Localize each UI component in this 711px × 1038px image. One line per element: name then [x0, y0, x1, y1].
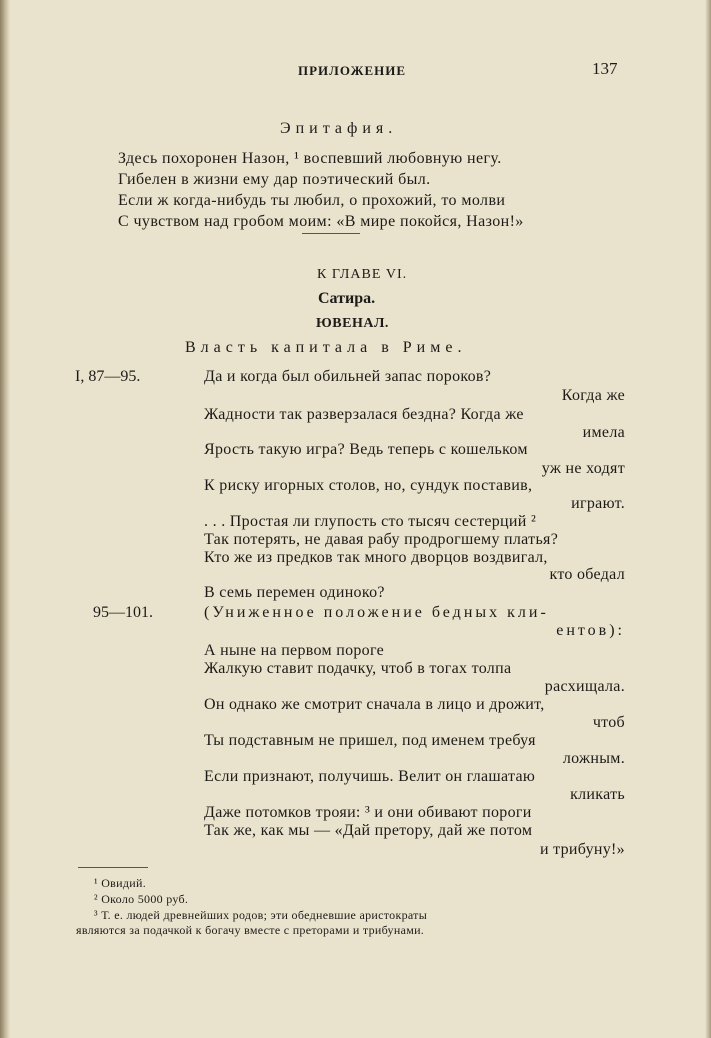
verse-line: Даже потомков трояи: ³ и они обивают пороги [204, 804, 532, 821]
verse-line: В семь перемен одиноко? [204, 584, 385, 601]
footnote-rule [78, 867, 148, 868]
verse-line: Кто же из предков так много дворцов воздвигал, [204, 549, 548, 566]
verse-line: (Униженное положение бедных кли- [204, 604, 549, 621]
footnote: ¹ Овидий. [94, 876, 147, 890]
verse-line: Он однако же смотрит сначала в лицо и дрожит, [204, 696, 545, 713]
verse-line: Так потерять, не давая рабу продрогшему платья? [204, 531, 559, 548]
passage-subtitle: Власть капитала в Риме. [185, 339, 467, 356]
verse-line: ентов): [556, 622, 625, 639]
verse-line: Если признают, получишь. Велит он глашатаю [204, 768, 536, 785]
verse-line: Ярость такую игра? Ведь теперь с кошельком [204, 441, 528, 458]
epitaph-line: С чувством над гробом моим: «В мире покойся, Назон!» [118, 213, 524, 230]
verse-line: играют. [571, 495, 625, 512]
section-divider [302, 233, 360, 234]
verse-line: А ныне на первом пороге [204, 642, 385, 659]
epitaph-line: Гибелен в жизни ему дар поэтический был. [118, 171, 431, 188]
running-head: ПРИЛОЖЕНИЕ [298, 63, 407, 78]
footnote: ² Около 5000 руб. [94, 892, 189, 906]
verse-reference: I, 87—95. [75, 368, 141, 385]
verse-line: уж не ходят [541, 460, 625, 477]
verse-line: К риску игорных столов, но, сундук поставив, [204, 477, 533, 494]
verse-line: ложным. [562, 750, 625, 767]
epitaph-title: Эпитафия. [280, 120, 398, 137]
verse-line: расхищала. [544, 678, 625, 695]
footnote: ³ Т. е. людей древнейших родов; эти обедневшие аристократы [94, 908, 428, 922]
verse-reference: 95—101. [93, 604, 153, 621]
verse-line: Да и когда был обильней запас пороков? [204, 368, 492, 385]
epitaph-line: Здесь похоронен Назон, ¹ воспевший любовную негу. [118, 150, 502, 167]
verse-line: . . . Простая ли глупость сто тысяч сестерций ² [204, 513, 537, 530]
verse-line: Жадности так разверзалася бездна? Когда же [204, 406, 524, 423]
page-number: 137 [592, 59, 618, 78]
author-heading: ЮВЕНАЛ. [316, 316, 389, 331]
verse-line: Жалкую ставит подачку, чтоб в тогах толпа [204, 660, 512, 677]
verse-line: кто обедал [549, 566, 625, 583]
verse-line: Когда же [561, 387, 625, 404]
page-edge-right [705, 0, 711, 1038]
footnote: являются за подачкой к богачу вместе с преторами и трибунами. [76, 923, 425, 937]
epitaph-line: Если ж когда-нибудь ты любил, о прохожий, то молви [118, 192, 506, 209]
verse-line: кликать [570, 786, 625, 803]
verse-line: имела [582, 424, 625, 441]
chapter-heading: К ГЛАВЕ VI. [317, 267, 408, 282]
genre-heading: Сатира. [318, 290, 376, 307]
verse-line: и трибуну!» [539, 841, 625, 858]
verse-line: Так же, как мы — «Дай претору, дай же потом [204, 822, 533, 839]
verse-line: чтоб [592, 714, 625, 731]
page-edge-left [0, 0, 10, 1038]
verse-line: Ты подставным не пришел, под именем требуя [204, 732, 536, 749]
